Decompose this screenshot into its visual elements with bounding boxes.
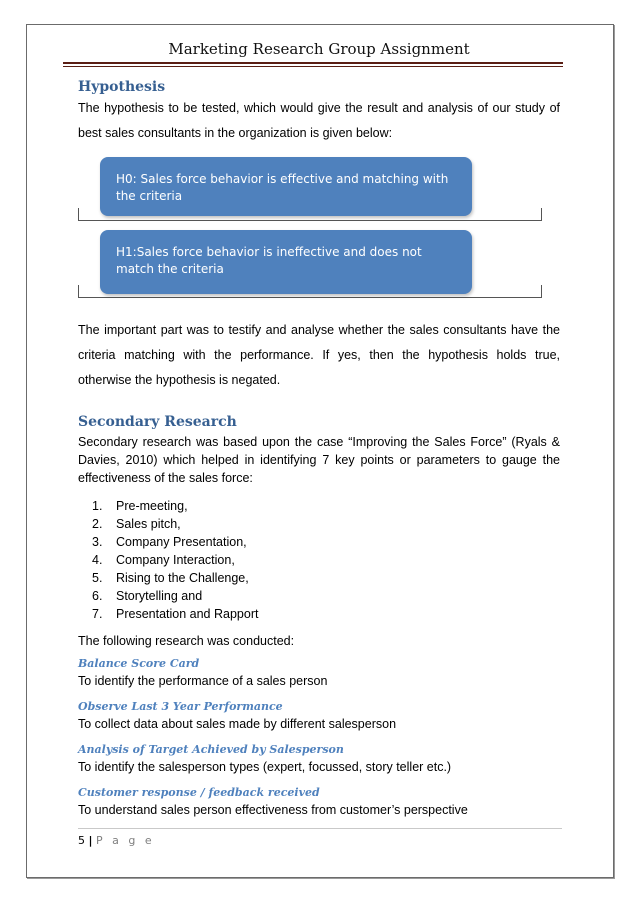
list-item: 1. Pre-meeting, xyxy=(92,499,188,513)
method-title-balance-score-card: Balance Score Card xyxy=(78,657,200,670)
list-item: 6. Storytelling and xyxy=(92,589,203,603)
footer-separator: | xyxy=(88,834,93,847)
list-item: 2. Sales pitch, xyxy=(92,517,181,531)
h1-box xyxy=(100,230,472,294)
header-rule-thick xyxy=(63,62,563,64)
list-item: 5. Rising to the Challenge, xyxy=(92,571,249,585)
method-title-customer-response: Customer response / feedback received xyxy=(78,786,320,799)
method-desc-last-3-year: To collect data about sales made by different salesperson xyxy=(78,717,397,731)
header-title: Marketing Research Group Assignment xyxy=(168,40,470,58)
parameters-list xyxy=(92,497,258,623)
list-item: 7. Presentation and Rapport xyxy=(92,607,259,621)
method-title-last-3-year: Observe Last 3 Year Performance xyxy=(78,700,283,713)
method-title-target-achieved: Analysis of Target Achieved by Salesperson xyxy=(78,743,344,756)
footer-rule xyxy=(78,828,562,829)
hypothesis-intro: The hypothesis to be tested, which would give the result and analysis of our study of best sales consultants in the organization is given below: xyxy=(78,101,560,140)
list-item: 3. Company Presentation, xyxy=(92,535,247,549)
method-desc-target-achieved: To identify the salesperson types (expert, focussed, story teller etc.) xyxy=(78,760,452,774)
list-item: 4. Company Interaction, xyxy=(92,553,235,567)
page-footer xyxy=(78,834,155,847)
secondary-research-heading: Secondary Research xyxy=(78,414,237,430)
hypothesis-heading: Hypothesis xyxy=(78,79,166,95)
research-followup: The following research was conducted: xyxy=(78,634,295,648)
method-desc-customer-response: To understand sales person effectiveness from customer’s perspective xyxy=(78,803,468,817)
hypothesis-conclusion: The important part was to testify and analyse whether the sales consultants have the criteria matching with the performance. If yes, then the hypothesis holds true, otherwise the hypothesis is negated. xyxy=(78,323,560,387)
secondary-research-intro: Secondary research was based upon the case “Improving the Sales Force” (Ryals & Davies, 2010) which helped in identifying 7 key points or parameters to gauge the effectiveness of the sales force: xyxy=(78,435,560,485)
header-rule-thin xyxy=(63,66,563,67)
method-desc-balance-score-card: To identify the performance of a sales person xyxy=(78,674,328,688)
h0-box xyxy=(100,157,472,216)
page-label: P a g e xyxy=(96,834,155,847)
page-number: 5 xyxy=(78,834,85,847)
h0-text: H0: Sales force behavior is effective and matching with the criteria xyxy=(116,172,449,203)
h1-text: H1:Sales force behavior is ineffective and does not match the criteria xyxy=(116,245,422,276)
